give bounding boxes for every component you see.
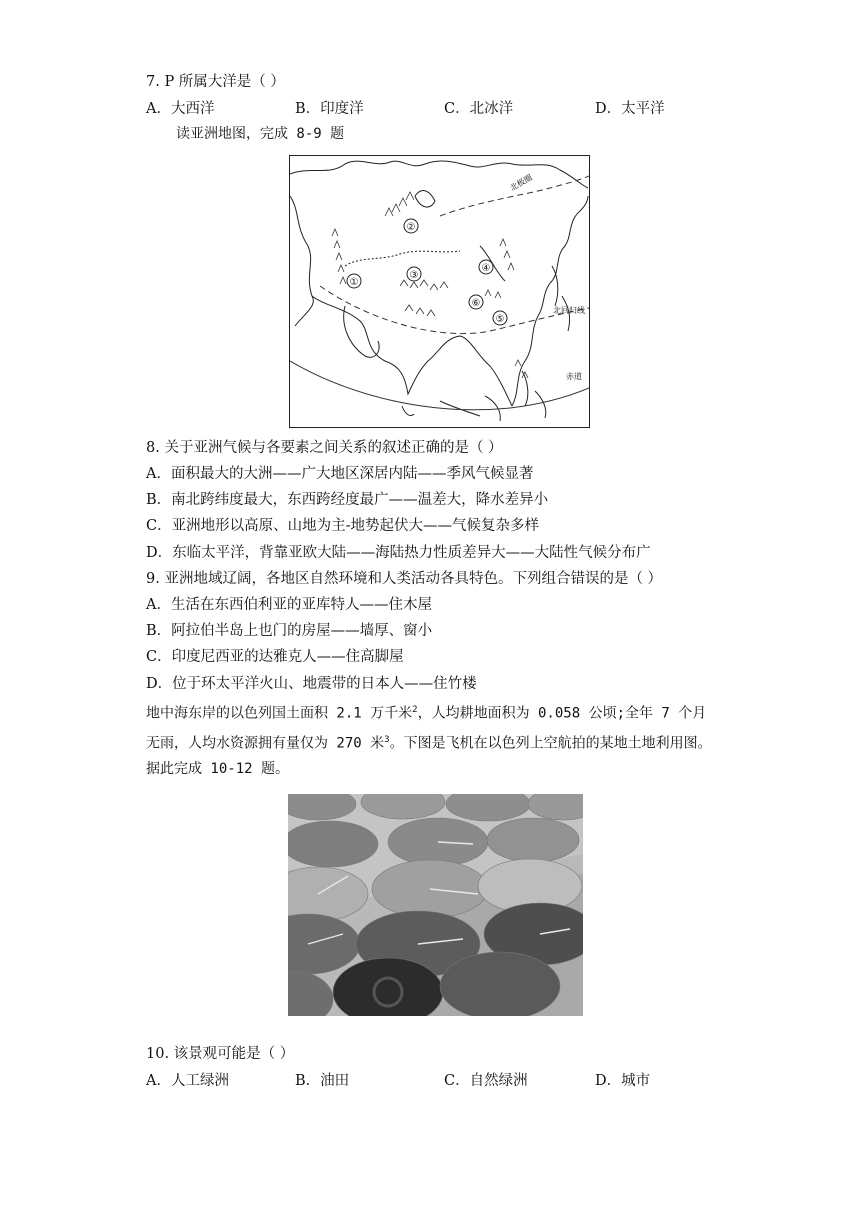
q8-option-a: A．面积最大的大洲——广大地区深居内陆——季风气候显著 xyxy=(146,466,534,482)
q10-option-b: B．油田 xyxy=(295,1073,350,1089)
map-label-4: ④ xyxy=(481,263,491,274)
q9-option-b: B．阿拉伯半岛上也门的房屋——墙厚、窗小 xyxy=(146,623,433,639)
map-label-equator: 赤道 xyxy=(566,372,582,381)
q7-option-a: A．大西洋 xyxy=(146,101,215,117)
passage-part-3: 。下图是飞机在以色列上空航拍的某地土地利用图。据此完成 10-12 题。 xyxy=(146,735,712,778)
q9-option-a: A．生活在东西伯利亚的亚库特人——住木屋 xyxy=(146,597,432,613)
q10-option-d: D．城市 xyxy=(595,1073,651,1089)
q9-option-c: C．印度尼西亚的达雅克人——住高脚屋 xyxy=(146,649,404,665)
q9-option-d: D．位于环太平洋火山、地震带的日本人——住竹楼 xyxy=(146,676,477,692)
q8-option-c: C．亚洲地形以高原、山地为主-地势起伏大——气候复杂多样 xyxy=(146,518,539,534)
q8-option-b: B．南北跨纬度最大，东西跨经度最广——温差大，降水差异小 xyxy=(146,492,549,508)
map-label-5: ⑤ xyxy=(495,314,505,325)
passage-part-2: ，人均耕地面积为 0.058 公顷;全年 7 个月无雨，人均水资源拥有量仅为 270 米 xyxy=(146,705,707,752)
map-label-3: ③ xyxy=(409,270,419,281)
q10-option-c: C．自然绿洲 xyxy=(444,1073,528,1089)
passage-sup-1: 2 xyxy=(412,705,418,715)
q10-stem: 10. 该景观可能是（ ） xyxy=(146,1046,295,1062)
q7-stem: 7. P 所属大洋是（ ） xyxy=(146,74,285,90)
map-label-1: ① xyxy=(349,277,359,288)
q9-stem: 9. 亚洲地域辽阔，各地区自然环境和人类活动各具特色。下列组合错误的是（ ） xyxy=(146,571,663,587)
map-label-arctic-circle: 北极圈 xyxy=(508,172,534,193)
map-intro: 读亚洲地图，完成 8-9 题 xyxy=(176,126,345,142)
q7-option-d: D．太平洋 xyxy=(595,101,665,117)
q7-options xyxy=(146,99,706,119)
passage-sup-2: 3 xyxy=(384,734,390,745)
map-label-2: ② xyxy=(406,222,416,233)
passage-text xyxy=(146,697,716,782)
passage-part-1: 地中海东岸的以色列国土面积 2.1 万千米 xyxy=(146,705,413,722)
map-label-tropic: 北回归线 xyxy=(553,306,585,315)
map-label-6: ⑥ xyxy=(471,298,481,309)
q8-option-d: D．东临太平洋，背靠亚欧大陆——海陆热力性质差异大——大陆性气候分布广 xyxy=(146,545,651,561)
q7-option-b: B．印度洋 xyxy=(295,101,364,117)
q7-option-c: C．北冰洋 xyxy=(444,101,514,117)
q10-option-a: A．人工绿洲 xyxy=(146,1073,229,1089)
q8-stem: 8. 关于亚洲气候与各要素之间关系的叙述正确的是（ ） xyxy=(146,440,503,456)
q10-options xyxy=(146,1071,706,1091)
asia-map xyxy=(289,155,590,428)
aerial-photo xyxy=(288,794,583,1016)
